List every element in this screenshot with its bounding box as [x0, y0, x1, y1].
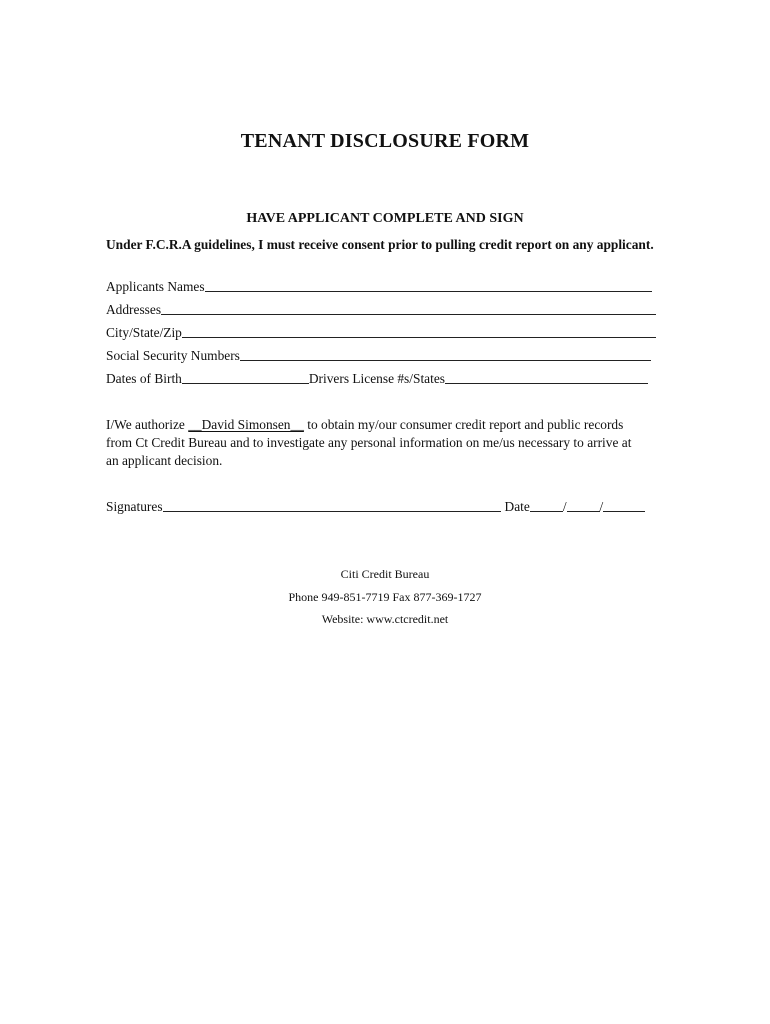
signatures-blank[interactable]: [163, 499, 501, 512]
addresses-blank[interactable]: [161, 302, 656, 315]
addresses-label: Addresses: [106, 302, 162, 317]
date-month-blank[interactable]: [530, 499, 563, 512]
ssn-row: [106, 346, 651, 364]
authorization-paragraph: [106, 416, 676, 470]
authorization-line-3: an applicant decision.: [106, 453, 223, 468]
addresses-row: [106, 300, 656, 318]
dob-blank[interactable]: [182, 371, 309, 384]
date-year-blank[interactable]: [603, 499, 645, 512]
authorization-line-1: [106, 416, 676, 434]
city-state-zip-label: City/State/Zip: [106, 325, 182, 340]
signature-row: [106, 497, 645, 515]
ssn-label: Social Security Numbers: [106, 348, 240, 363]
authorization-line-2: from Ct Credit Bureau and to investigate any personal information on me/us necessary to arrive at: [106, 435, 632, 450]
date-day-blank[interactable]: [567, 499, 600, 512]
footer-phone: Phone 949-851-7719 Fax 877-369-1727: [288, 590, 482, 604]
date-slash-2: /: [599, 499, 604, 514]
date-label: Date: [504, 499, 530, 514]
ssn-blank[interactable]: [240, 348, 651, 361]
fcra-notice: Under F.C.R.A guidelines, I must receive consent prior to pulling credit report on any applicant.: [106, 237, 654, 252]
applicants-names-row: [106, 277, 652, 295]
dob-license-row: [106, 369, 648, 387]
date-slash-1: /: [562, 499, 567, 514]
form-title: TENANT DISCLOSURE FORM: [240, 130, 530, 152]
drivers-license-blank[interactable]: [445, 371, 648, 384]
dob-label: Dates of Birth: [106, 371, 182, 386]
footer-company: Citi Credit Bureau: [340, 567, 430, 581]
footer-website: Website: www.ctcredit.net: [321, 612, 449, 626]
city-state-zip-blank[interactable]: [182, 325, 656, 338]
signatures-label: Signatures: [106, 499, 163, 514]
applicants-names-blank[interactable]: [205, 279, 652, 292]
authorization-prefix: I/We authorize: [106, 417, 185, 432]
authorized-name: __David Simonsen__: [188, 417, 304, 432]
applicants-names-label: Applicants Names: [106, 279, 205, 294]
drivers-license-label: Drivers License #s/States: [308, 371, 445, 386]
form-subtitle: HAVE APPLICANT COMPLETE AND SIGN: [246, 211, 524, 226]
city-state-zip-row: [106, 323, 656, 341]
authorization-suffix: to obtain my/our consumer credit report and public records: [307, 417, 624, 432]
